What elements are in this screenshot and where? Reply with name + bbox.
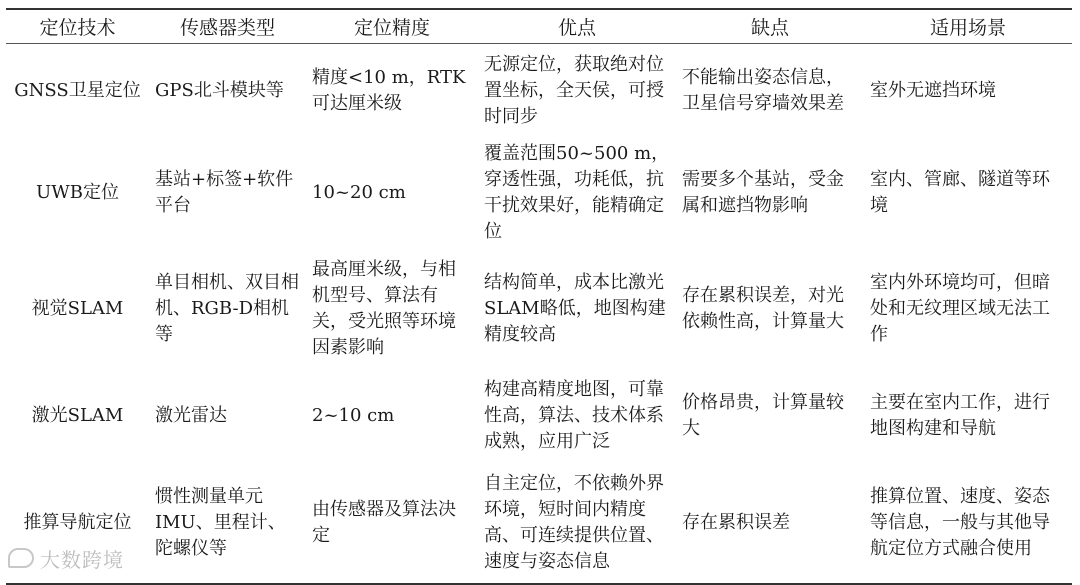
- header-accuracy: 定位精度: [353, 17, 430, 39]
- cell-cons: 存在累积误差，对光依赖性高，计算量大: [682, 284, 844, 332]
- cell-sensor: 单目相机、双目相机、RGB-D相机等: [155, 271, 299, 345]
- cell-scene: 主要在室内工作，进行地图构建和导航: [870, 392, 1050, 439]
- cell-pros: 覆盖范围50~500 m，穿透性强，功耗低，抗干扰效果好，能精确定位: [484, 143, 670, 242]
- header-row: [6, 9, 1072, 44]
- cell-cons: 价格昂贵，计算量较大: [682, 392, 844, 439]
- header-sensor: 传感器类型: [179, 17, 275, 39]
- cell-sensor: 基站+标签+软件平台: [155, 169, 294, 216]
- header-scene: 适用场景: [929, 17, 1006, 39]
- cell-sensor: 惯性测量单元IMU、里程计、陀螺仪等: [155, 486, 286, 559]
- cell-accuracy: 最高厘米级，与相机型号、算法有关，受光照等环境因素影响: [312, 258, 456, 358]
- header-cons: 缺点: [750, 17, 789, 39]
- watermark-logo-icon: [8, 548, 34, 568]
- cell-tech: 视觉SLAM: [31, 297, 124, 319]
- cell-accuracy: 10~20 cm: [312, 182, 406, 203]
- header-tech: 定位技术: [39, 17, 116, 39]
- cell-scene: 室内、管廊、隧道等环境: [870, 169, 1050, 216]
- cell-cons: 需要多个基站，受金属和遮挡物影响: [682, 169, 844, 216]
- watermark: [8, 543, 158, 573]
- cell-scene: 室外无遮挡环境: [870, 80, 996, 101]
- cell-tech: 激光SLAM: [31, 405, 124, 426]
- table-row: [6, 369, 1072, 463]
- cell-tech: GNSS卫星定位: [14, 80, 141, 101]
- cell-scene: 室内外环境均可，但暗处和无纹理区域无法工作: [870, 271, 1050, 345]
- table-row: [6, 248, 1072, 369]
- table-row: [6, 44, 1072, 139]
- cell-tech: UWB定位: [36, 182, 119, 203]
- cell-pros: 无源定位，获取绝对位置坐标，全天侯，可授时同步: [484, 54, 664, 127]
- cell-cons: 存在累积误差: [682, 512, 790, 533]
- cell-sensor: 激光雷达: [155, 405, 227, 426]
- cell-cons: 不能输出姿态信息，卫星信号穿墙效果差: [682, 67, 844, 114]
- cell-accuracy: 2~10 cm: [312, 405, 395, 426]
- cell-pros: 自主定位，不依赖外界环境，短时间内精度高、可连续提供位置、速度与姿态信息: [484, 473, 664, 572]
- cell-tech: 推算导航定位: [23, 512, 132, 533]
- cell-sensor: GPS北斗模块等: [155, 80, 284, 101]
- comparison-table: [6, 8, 1072, 585]
- header-pros: 优点: [557, 17, 596, 39]
- watermark-text: 大数跨境: [40, 547, 124, 572]
- cell-scene: 推算位置、速度、姿态等信息，一般与其他导航定位方式融合使用: [870, 486, 1050, 559]
- cell-pros: 构建高精度地图，可靠性高，算法、技术体系成熟，应用广泛: [484, 379, 664, 452]
- table-row: [6, 138, 1072, 248]
- table-row: [6, 463, 1072, 584]
- cell-accuracy: 精度<10 m，RTK可达厘米级: [312, 67, 466, 114]
- cell-pros: 结构简单，成本比激光SLAM略低，地图构建精度较高: [484, 271, 666, 345]
- cell-accuracy: 由传感器及算法决定: [312, 499, 456, 546]
